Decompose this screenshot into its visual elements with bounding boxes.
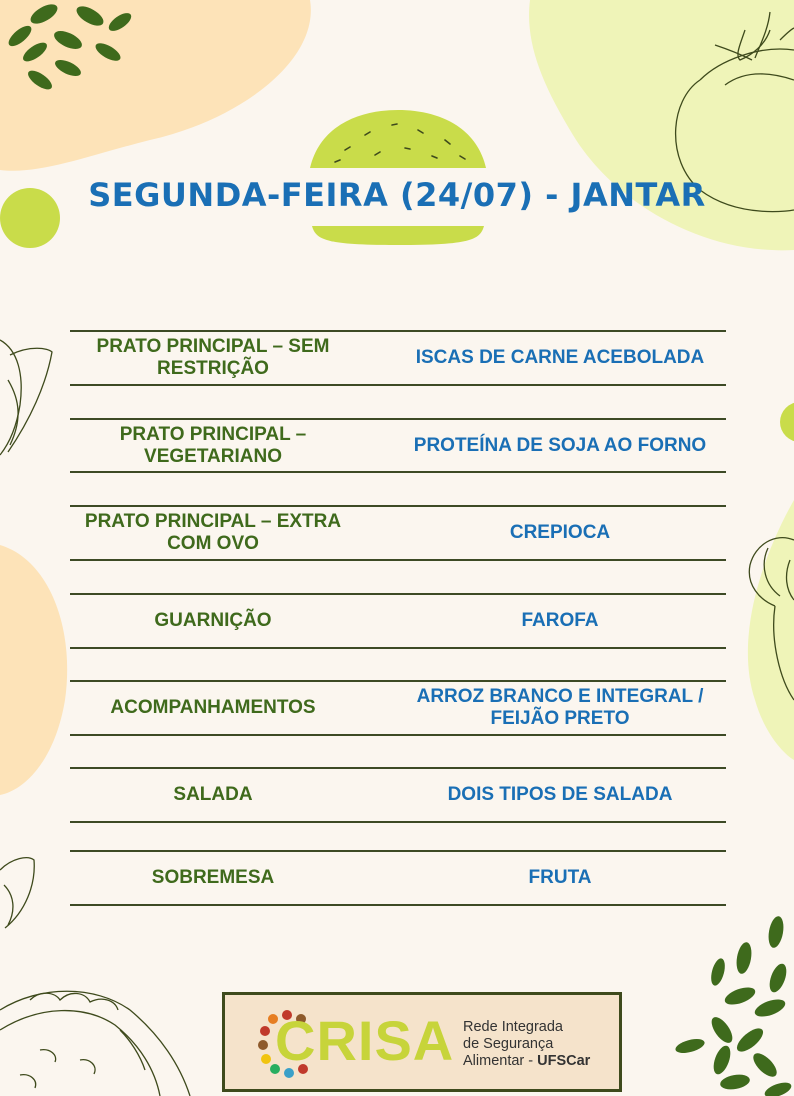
divider (70, 559, 726, 561)
dish-name: FRUTA (528, 867, 592, 888)
dish-name: DOIS TIPOS DE SALADA (447, 784, 673, 805)
ufscar-text: UFSCar (537, 1053, 591, 1069)
dish-name: FAROFA (521, 610, 599, 631)
menu-row (70, 680, 726, 736)
divider (70, 647, 726, 649)
dish-category-label: PRATO PRINCIPAL – EXTRA COM OVO (84, 511, 342, 554)
page-title: SEGUNDA-FEIRA (24/07) - JANTAR (88, 176, 706, 214)
divider (70, 734, 726, 736)
dish-name: ARROZ BRANCO E INTEGRAL / FEIJÃO PRETO (416, 686, 704, 729)
dish-name: CREPIOCA (509, 522, 611, 543)
menu-row (70, 505, 726, 561)
divider (70, 821, 726, 823)
crisa-logo-box (222, 992, 622, 1092)
dish-category-label: ACOMPANHAMENTOS (110, 697, 316, 718)
dish-category-label: PRATO PRINCIPAL – SEM RESTRIÇÃO (96, 336, 330, 379)
lime-dot-right (780, 402, 794, 442)
taco-icon (0, 991, 190, 1096)
org-line: de Segurança (463, 1036, 554, 1052)
leaf-icon (674, 915, 793, 1096)
org-line: Rede Integrada (463, 1019, 563, 1035)
dish-name: ISCAS DE CARNE ACEBOLADA (415, 347, 705, 368)
organization-name (463, 1019, 613, 1070)
menu-row (70, 593, 726, 649)
peach-blob-left (0, 545, 67, 795)
menu-row (70, 418, 726, 473)
divider (70, 471, 726, 473)
menu-row (70, 330, 726, 386)
crisa-logo-text: CRISA (275, 1009, 455, 1072)
lime-blob-right (748, 500, 794, 760)
menu-row (70, 850, 726, 906)
lettuce-icon (0, 340, 52, 455)
divider (70, 904, 726, 906)
dish-category-label: GUARNIÇÃO (154, 610, 272, 631)
dish-category-label: PRATO PRINCIPAL – VEGETARIANO (119, 423, 307, 467)
dish-name: PROTEÍNA DE SOJA AO FORNO (413, 434, 707, 456)
divider (70, 384, 726, 386)
dish-category-label: SOBREMESA (151, 867, 275, 888)
dish-category-label: SALADA (173, 784, 253, 805)
lettuce-icon (0, 858, 34, 928)
menu-row (70, 767, 726, 823)
org-line-prefix: Alimentar - (463, 1053, 538, 1069)
org-line (463, 1053, 613, 1070)
